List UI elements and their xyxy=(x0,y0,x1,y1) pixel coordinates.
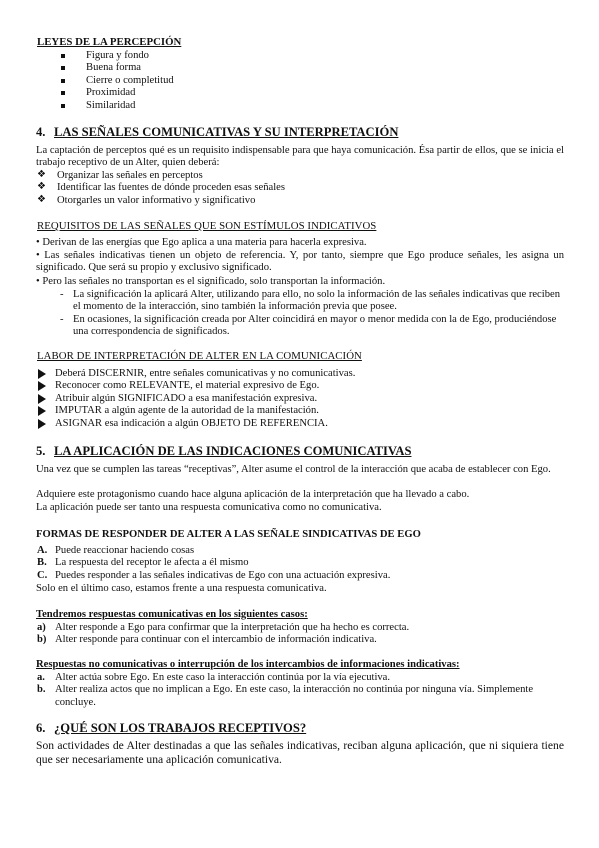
requisito-3: • Pero las señales no transportan es el significado, solo transportan la información. xyxy=(36,276,386,287)
list-item: a) Alter responde a Ego para confirmar que la interpretación que ha hecho es correcta. xyxy=(37,622,410,633)
square-bullet-icon xyxy=(61,54,65,58)
requisito-2: • Las señales indicativas tienen un objeto de referencia. Y, por tanto, siempre que Ego produce señales, les asigna un significado. Que será su propio y exclusivo significado. xyxy=(36,250,564,274)
list-item: Figura y fondo xyxy=(61,50,174,62)
list-item: Buena forma xyxy=(61,62,174,74)
section-5-p2: Adquiere este protagonismo cuando hace alguna aplicación de la interpretación que ha llevado a cabo. xyxy=(36,489,470,500)
alter-tasks-list xyxy=(37,170,285,207)
list-item: ❖ Organizar las señales en perceptos xyxy=(37,169,203,181)
list-item: Similaridad xyxy=(61,100,174,112)
formas-note: Solo en el último caso, estamos frente a una respuesta comunicativa. xyxy=(36,583,327,594)
formas-heading: FORMAS DE RESPONDER DE ALTER A LAS SEÑALE SINDICATIVAS DE EGO xyxy=(36,529,421,540)
section-5-p3: La aplicación puede ser tanto una respuesta comunicativa como no comunicativa. xyxy=(36,502,382,513)
list-item: Cierre o completitud xyxy=(61,75,174,87)
list-item: - La significación la aplicará Alter, utilizando para ello, no solo la información de las señales indicativas que reciben el momento de la interacción, sino también la información previa que posee. xyxy=(60,289,561,313)
list-item: Atribuir algún SIGNIFICADO a esa manifestación expresiva. xyxy=(37,393,355,405)
arrow-bullet-icon xyxy=(38,419,46,429)
list-item: ASIGNAR esa indicación a algún OBJETO DE REFERENCIA. xyxy=(37,418,355,430)
diamond-bullet-icon: ❖ xyxy=(37,181,46,193)
list-item: b. Alter realiza actos que no implican a Ego. En este caso, la interacción no continúa por ninguna vía. Simplemente concluye. xyxy=(37,684,534,708)
square-bullet-icon xyxy=(61,91,65,95)
comunicativas-list xyxy=(37,622,409,647)
arrow-bullet-icon xyxy=(38,369,46,379)
arrow-bullet-icon xyxy=(38,406,46,416)
significacion-list xyxy=(60,289,566,339)
section-5-p1: Una vez que se cumplen las tareas “receptivas”, Alter asume el control de la interacción que acaba de establecer con Ego. xyxy=(36,464,551,475)
section-4-heading: 4. LAS SEÑALES COMUNICATIVAS Y SU INTERPRETACIÓN xyxy=(36,125,399,139)
square-bullet-icon xyxy=(61,66,65,70)
list-item: IMPUTAR a algún agente de la autoridad de la manifestación. xyxy=(37,405,355,417)
list-item: A. Puede reaccionar haciendo cosas xyxy=(37,545,195,556)
list-item: ❖ Otorgarles un valor informativo y significativo xyxy=(37,193,256,206)
labor-heading: LABOR DE INTERPRETACIÓN DE ALTER EN LA COMUNICACIÓN xyxy=(37,350,362,362)
list-item: - En ocasiones, la significación creada por Alter coincidirá en mayor o menor medida con la de Ego, produciéndose una correspondencia de significados. xyxy=(60,313,557,338)
list-item: B. La respuesta del receptor le afecta a él mismo xyxy=(37,557,249,569)
requisito-1: • Derivan de las energías que Ego aplica a una materia para hacerla expresiva. xyxy=(36,237,367,248)
list-item: b) Alter responde para continuar con el intercambio de información indicativa. xyxy=(37,634,377,646)
leyes-heading: LEYES DE LA PERCEPCIÓN xyxy=(37,36,182,48)
list-item: Proximidad xyxy=(61,87,174,99)
requisitos-heading: REQUISITOS DE LAS SEÑALES QUE SON ESTÍMULOS INDICATIVOS xyxy=(37,220,377,232)
section-6-p1: Son actividades de Alter destinadas a que las señales indicativas, reciban alguna aplicación, que ni siquiera tiene que ser necesariamente una aplicación comunicativa. xyxy=(36,739,564,766)
no-comunicativas-list xyxy=(37,672,565,709)
diamond-bullet-icon: ❖ xyxy=(37,193,46,205)
list-item: a. Alter actúa sobre Ego. En este caso la interacción continúa por la vía ejecutiva. xyxy=(37,672,391,683)
list-item: C. Puedes responder a las señales indicativas de Ego con una actuación expresiva. xyxy=(37,569,391,581)
dash-bullet-icon: - xyxy=(60,313,64,325)
diamond-bullet-icon: ❖ xyxy=(37,169,46,180)
comunicativas-heading: Tendremos respuestas comunicativas en los siguientes casos: xyxy=(36,609,308,620)
arrow-bullet-icon xyxy=(38,381,46,391)
leyes-list xyxy=(61,50,174,112)
dash-bullet-icon: - xyxy=(60,289,64,300)
list-item: Deberá DISCERNIR, entre señales comunicativas y no comunicativas. xyxy=(37,368,355,380)
arrow-bullet-icon xyxy=(38,394,46,404)
list-item: Reconocer como RELEVANTE, el material expresivo de Ego. xyxy=(37,380,355,392)
no-comunicativas-heading: Respuestas no comunicativas o interrupción de los intercambios de informaciones indicativas: xyxy=(36,659,460,670)
section-5-heading: 5. LA APLICACIÓN DE LAS INDICACIONES COMUNICATIVAS xyxy=(36,444,412,458)
square-bullet-icon xyxy=(61,104,65,108)
section-6-heading: 6. ¿QUÉ SON LOS TRABAJOS RECEPTIVOS? xyxy=(36,721,307,735)
list-item: ❖ Identificar las fuentes de dónde proceden esas señales xyxy=(37,181,285,194)
labor-list xyxy=(37,368,355,430)
square-bullet-icon xyxy=(61,79,65,83)
section-4-intro: La captación de perceptos qué es un requisito indispensable para que haya comunicación. Ésa partir de ellos, que se inicia el trabajo receptivo de un Alter, quien deberá: xyxy=(36,145,564,169)
formas-list xyxy=(37,545,390,582)
